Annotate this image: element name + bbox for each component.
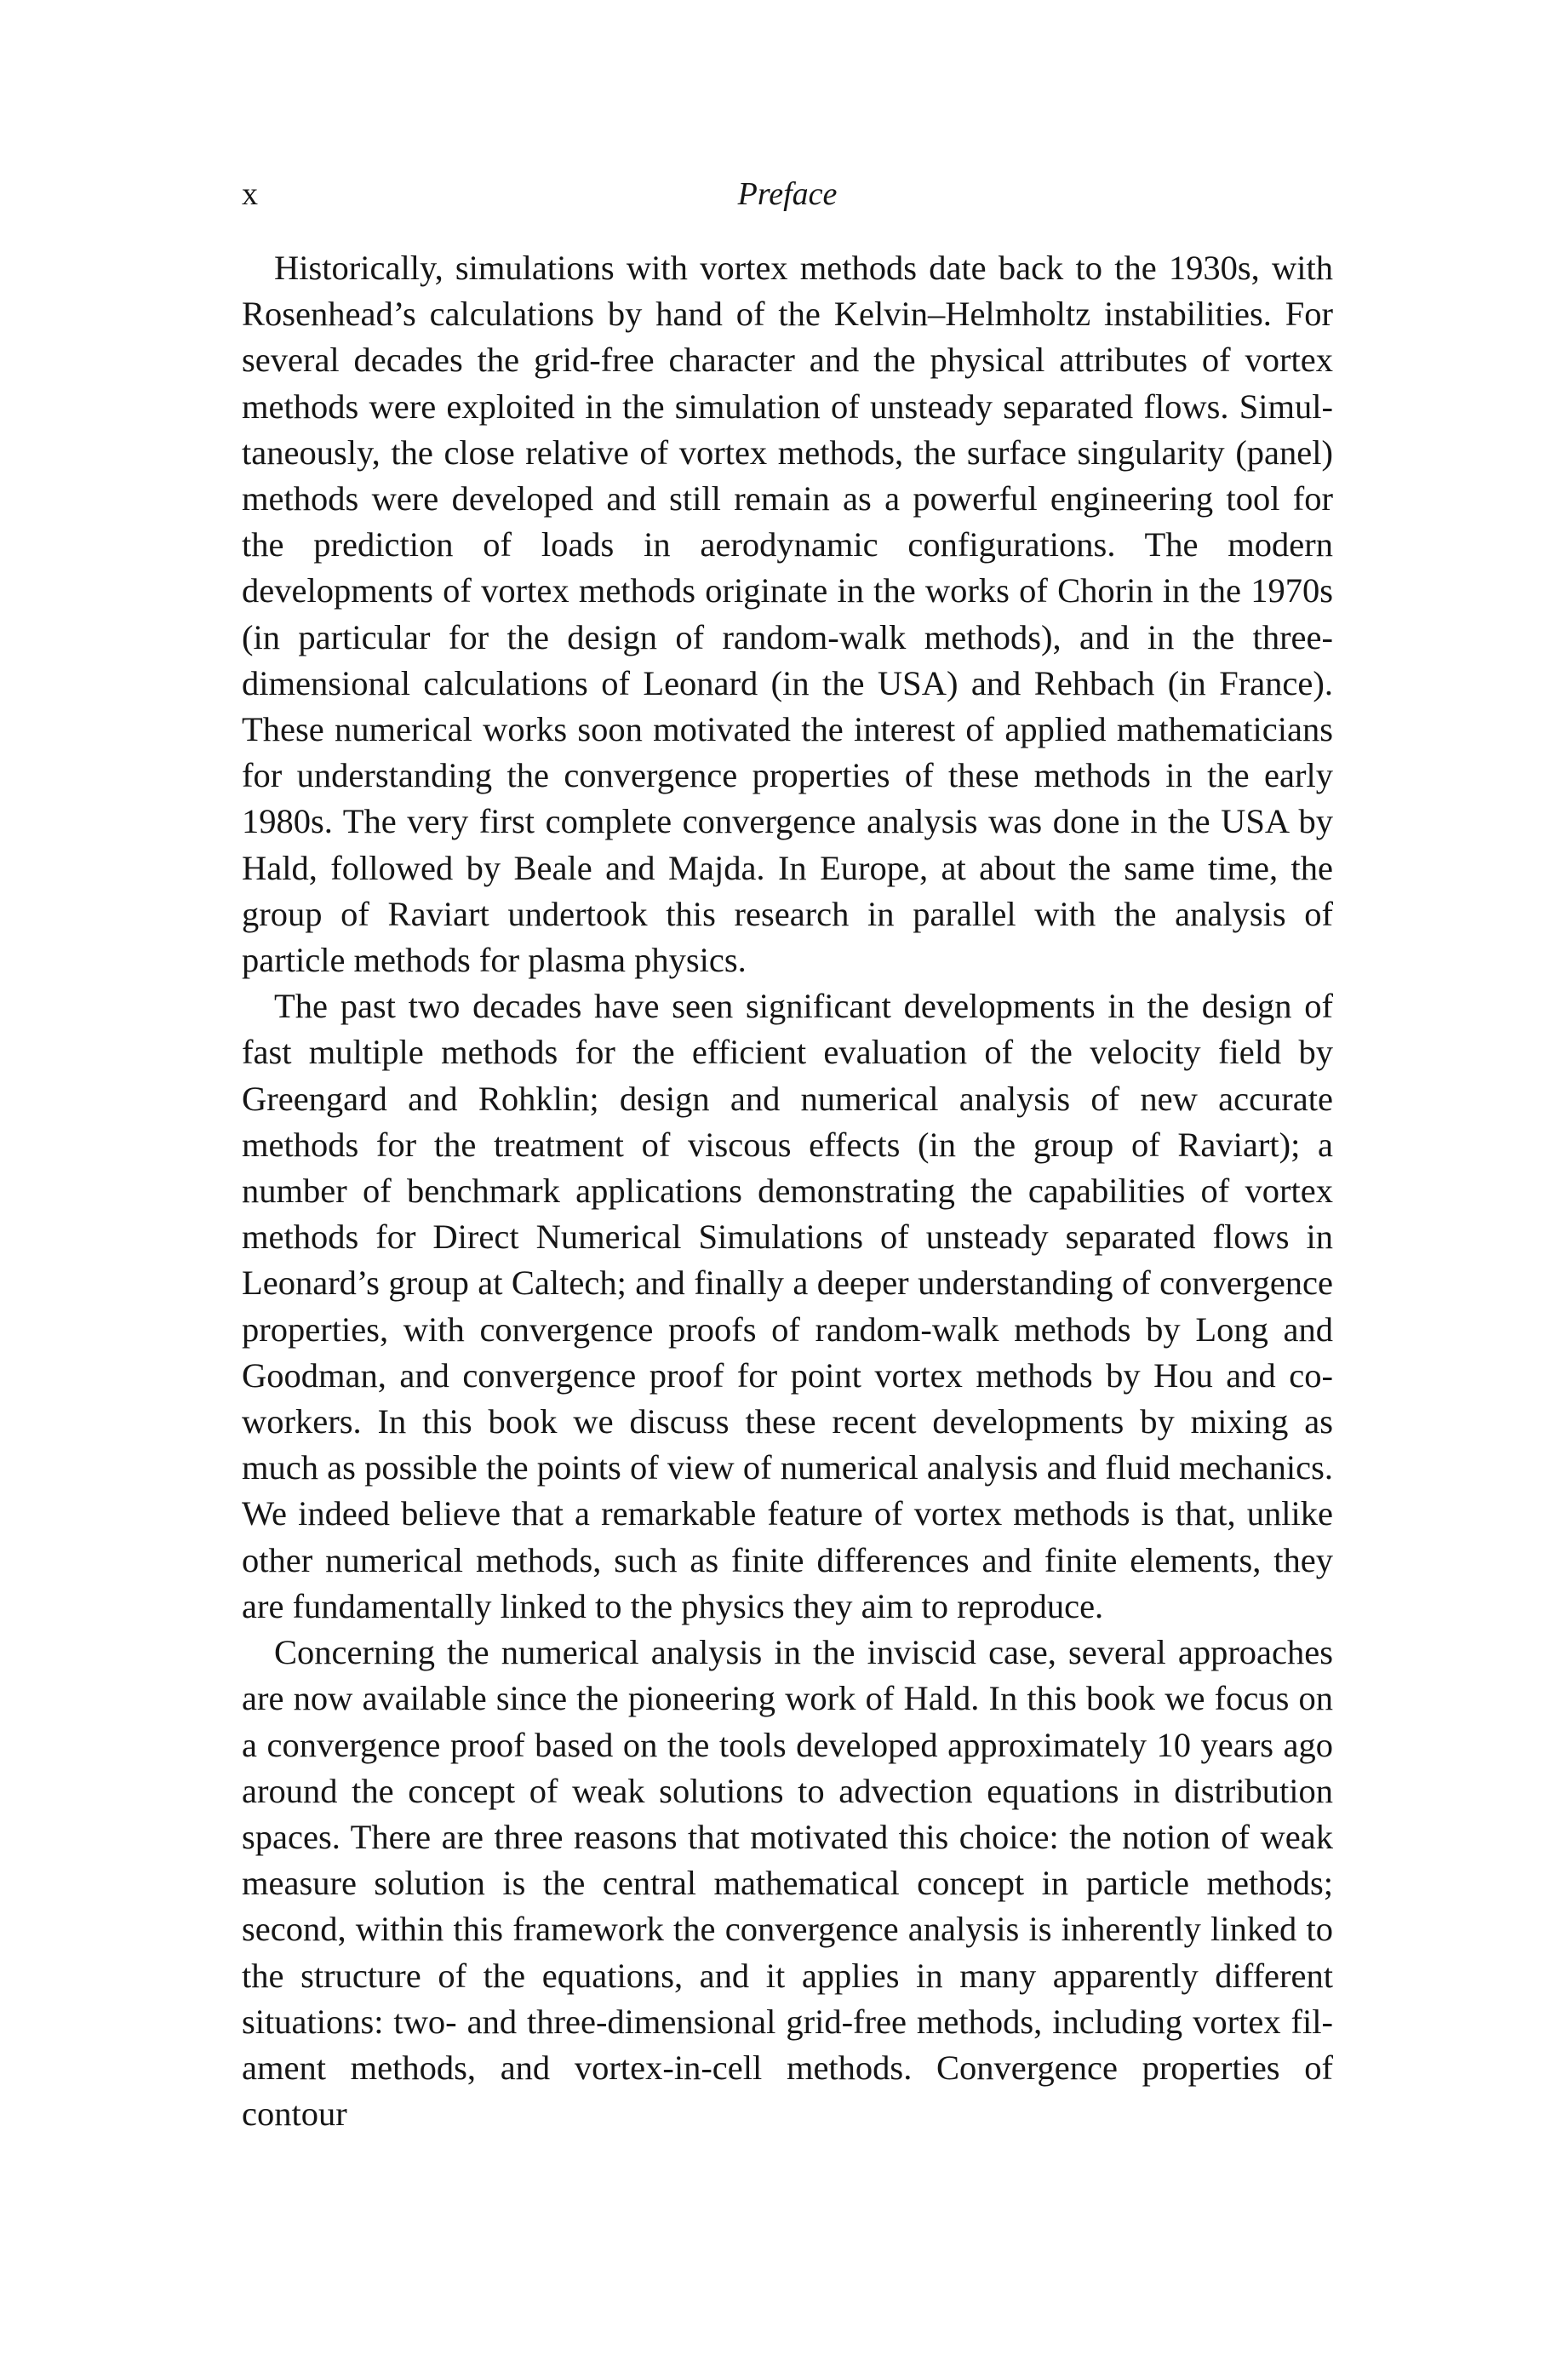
body-text: [242, 245, 1333, 2137]
paragraph-history: Historically, simulations with vortex methods date back to the 1930s, with Rosenhead’s calculations by hand of the Kelvin–Helmholtz instabilities. For several decades the grid-free character and the physical attributes of vortex methods were exploited in the simulation of unsteady separated flows. Simultaneously, the close relative of vortex methods, the surface singularity (panel) methods were developed and still remain as a powerful engineering tool for the prediction of loads in aerodynamic configurations. The modern developments of vortex methods originate in the works of Chorin in the 1970s (in particular for the design of random-walk methods), and in the three-dimensional calculations of Leonard (in the USA) and Rehbach (in France). These numerical works soon motivated the interest of applied mathematicians for understanding the convergence properties of these methods in the early 1980s. The very first complete convergence analysis was done in the USA by Hald, followed by Beale and Majda. In Europe, at about the same time, the group of Raviart undertook this research in parallel with the analysis of particle methods for plasma physics.: [242, 249, 1333, 980]
running-title: Preface: [737, 176, 838, 212]
paragraph-recent-developments: The past two decades have seen significant developments in the design of fast multiple methods for the efficient evaluation of the velocity field by Greengard and Rohklin; design and numerical analysis of new accurate methods for the treatment of viscous effects (in the group of Raviart); a number of benchmark applications demonstrating the capabilities of vortex methods for Direct Numerical Simulations of unsteady separated flows in Leonard’s group at Caltech; and finally a deeper understanding of convergence properties, with convergence proofs of random-walk methods by Long and Goodman, and convergence proof for point vortex methods by Hou and co-workers. In this book we discuss these recent developments by mixing as much as possible the points of view of numerical analysis and fluid mechanics. We indeed believe that a remarkable feature of vortex methods is that, unlike other numerical methods, such as finite differences and finite elements, they are fundamentally linked to the physics they aim to reproduce.: [242, 987, 1333, 1625]
page-number: x: [242, 176, 258, 212]
running-head: [242, 169, 1333, 220]
paragraph-numerical-analysis: Concerning the numerical analysis in the inviscid case, several approaches are now available since the pioneering work of Hald. In this book we focus on a convergence proof based on the tools developed approximately 10 years ago around the concept of weak solutions to advection equations in distribution spaces. There are three reasons that motivated this choice: the notion of weak measure solution is the central mathematical concept in particle methods; second, within this framework the convergence analysis is inherently linked to the structure of the equations, and it applies in many apparently different situations: two- and three-dimensional grid-free methods, including vortex filament methods, and vortex-in-cell methods. Convergence properties of contour: [242, 1633, 1333, 2134]
